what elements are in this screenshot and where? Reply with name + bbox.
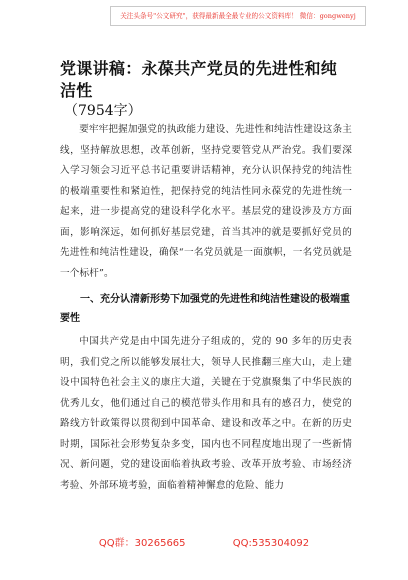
word-count: （7954字） (64, 103, 142, 119)
document-body (60, 58, 352, 496)
intro-paragraph: 要牢牢把握加强党的执政能力建设、先进性和纯洁性建设这条主线，坚持解放思想，改革创新，坚持党要管党从严治党。我们要深入学习领会习近平总书记重要讲话精神，充分认识保持党的纯洁性的极端重要性和紧迫性，把保持党的纯洁性同永葆党的先进性统一起来，进一步提高党的建设科学化水平。基层党的建设涉及方方面面，影响深远，如何抓好基层党建，首当其冲的就是要抓好党员的先进性和纯洁性建设，确保“一名党员就是一面旗帜，一名党员就是一个标杆”。 (60, 124, 353, 279)
footer-contact (0, 534, 408, 549)
qq-group-text: QQ群：30265665 (98, 538, 186, 549)
document-title: 党课讲稿：永葆共产党员的先进性和纯洁性 (60, 59, 338, 100)
section-heading: 一、充分认清新形势下加强党的先进性和纯洁性建设的极端重要性 (60, 294, 350, 324)
qq-number-text: QQ:535304092 (232, 538, 310, 549)
header-banner: 关注头条号"公文研究"，获得最新最全最专业的公文资料库！ 微信：gongwenyj (110, 6, 366, 26)
section-paragraph: 中国共产党是由中国先进分子组成的，党的 90 多年的历史表明，我们党之所以能够发展壮大，领导人民推翻三座大山，走上建设中国特色社会主义的康庄大道，关键在于党旗聚集了中华民族的优秀儿女，他们通过自己的模范带头作用和具有的感召力，使党的路线方针政策得以贯彻到中国革命、建设和改革之中。在新的历史时期，国际社会形势复杂多变，国内也不同程度地出现了一些新情况、新问题，党的建设面临着执政考验、改革开放考验、市场经济考验、外部环境考验，面临着精神懈怠的危险、能力 (60, 336, 352, 491)
